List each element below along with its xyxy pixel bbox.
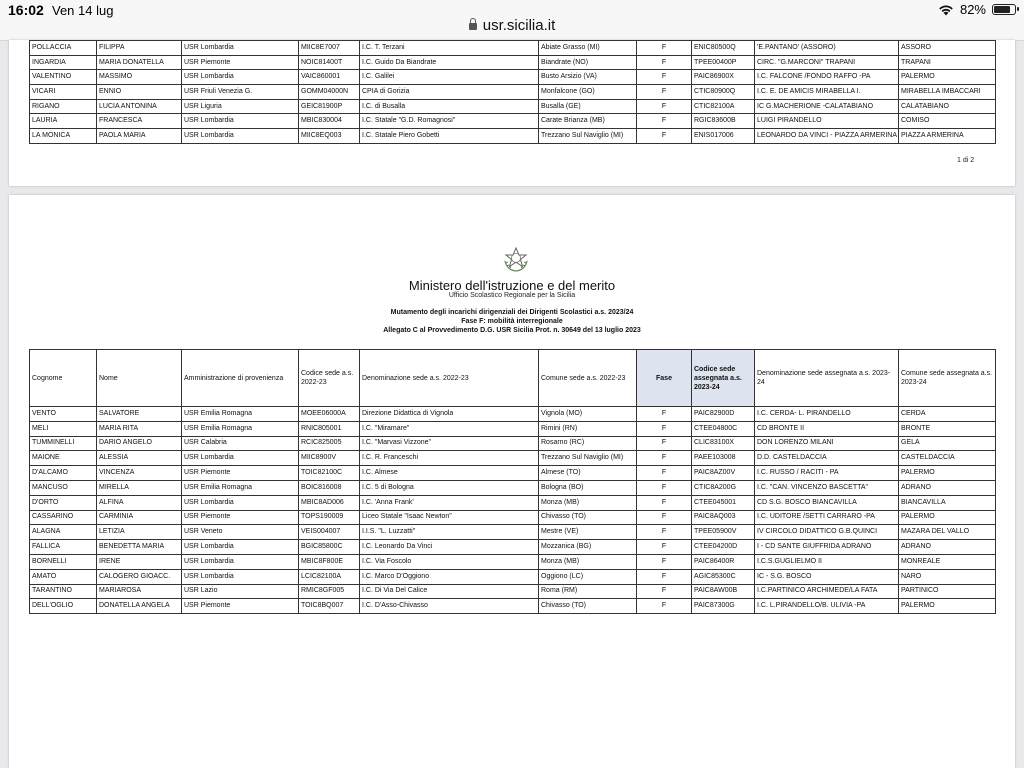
cell-cognome: DELL'OGLIO bbox=[30, 599, 97, 614]
cell-cognome: CASSARINO bbox=[30, 510, 97, 525]
cell-codice-sede: MIIC8900V bbox=[299, 451, 360, 466]
header-codice-sede-assegnata: Codice sede assegnata a.s. 2023-24 bbox=[692, 350, 755, 407]
cell-fase: F bbox=[637, 540, 692, 555]
status-date: Ven 14 lug bbox=[52, 3, 114, 18]
cell-amministrazione: USR Emilia Romagna bbox=[182, 480, 299, 495]
table-row bbox=[30, 525, 996, 540]
cell-cognome: TARANTINO bbox=[30, 584, 97, 599]
cell-codice-sede: VAIC860001 bbox=[299, 70, 360, 85]
cell-nome: CALOGERO GIOACC. bbox=[97, 569, 182, 584]
cell-nome: CARMINIA bbox=[97, 510, 182, 525]
cell-comune-sede: Mestre (VE) bbox=[539, 525, 637, 540]
cell-comune-sede-assegnata: NARO bbox=[899, 569, 996, 584]
table-row bbox=[30, 129, 996, 144]
cell-codice-sede: TOIC82100C bbox=[299, 466, 360, 481]
cell-comune-sede-assegnata: MONREALE bbox=[899, 554, 996, 569]
cell-cognome: TUMMINELLI bbox=[30, 436, 97, 451]
cell-codice-sede: RMIC8GF005 bbox=[299, 584, 360, 599]
table-row bbox=[30, 554, 996, 569]
status-time: 16:02 bbox=[8, 2, 44, 18]
table-row bbox=[30, 114, 996, 129]
url-text: usr.sicilia.it bbox=[482, 17, 556, 34]
cell-nome: DONATELLA ANGELA bbox=[97, 599, 182, 614]
cell-comune-sede-assegnata: GELA bbox=[899, 436, 996, 451]
cell-cognome: MANCUSO bbox=[30, 480, 97, 495]
cell-amministrazione: USR Lombardia bbox=[182, 70, 299, 85]
cell-denominazione-sede-assegnata: I.C.PARTINICO ARCHIMEDE/LA FATA bbox=[755, 584, 899, 599]
cell-fase: F bbox=[637, 525, 692, 540]
table-row bbox=[30, 85, 996, 100]
header-cognome: Cognome bbox=[30, 350, 97, 407]
cell-codice-sede-assegnata: PAIC8AQ003 bbox=[692, 510, 755, 525]
cell-codice-sede-assegnata: PAIC82900D bbox=[692, 407, 755, 422]
cell-amministrazione: USR Lombardia bbox=[182, 129, 299, 144]
cell-cognome: VICARI bbox=[30, 85, 97, 100]
header-codice-sede: Codice sede a.s. 2022-23 bbox=[299, 350, 360, 407]
cell-comune-sede: Bologna (BO) bbox=[539, 480, 637, 495]
cell-codice-sede-assegnata: CTEE045001 bbox=[692, 495, 755, 510]
cell-comune-sede-assegnata: PARTINICO bbox=[899, 584, 996, 599]
cell-fase: F bbox=[637, 41, 692, 56]
cell-fase: F bbox=[637, 584, 692, 599]
office-subtitle: Ufficio Scolastico Regionale per la Sicilia bbox=[448, 292, 576, 299]
cell-comune-sede-assegnata: TRAPANI bbox=[899, 55, 996, 70]
cell-comune-sede: Busto Arsizio (VA) bbox=[539, 70, 637, 85]
table-row bbox=[30, 540, 996, 555]
cell-comune-sede-assegnata: BRONTE bbox=[899, 421, 996, 436]
cell-denominazione-sede: I.C. Statale "G.D. Romagnosi" bbox=[360, 114, 539, 129]
cell-codice-sede: GEIC81900P bbox=[299, 99, 360, 114]
cell-codice-sede-assegnata: CTEE04800C bbox=[692, 421, 755, 436]
cell-cognome: INGARDIA bbox=[30, 55, 97, 70]
cell-denominazione-sede-assegnata: LUIGI PIRANDELLO bbox=[755, 114, 899, 129]
status-right bbox=[938, 2, 1016, 17]
header-comune-sede-assegnata: Comune sede assegnata a.s. 2023-24 bbox=[899, 350, 996, 407]
cell-codice-sede-assegnata: ENIC80500Q bbox=[692, 41, 755, 56]
cell-codice-sede-assegnata: AGIC85300C bbox=[692, 569, 755, 584]
cell-fase: F bbox=[637, 55, 692, 70]
cell-denominazione-sede: I.C. "Marvasi Vizzone" bbox=[360, 436, 539, 451]
cell-fase: F bbox=[637, 407, 692, 422]
cell-amministrazione: USR Emilia Romagna bbox=[182, 421, 299, 436]
cell-cognome: VALENTINO bbox=[30, 70, 97, 85]
cell-denominazione-sede-assegnata: I.C. FALCONE /FONDO RAFFO -PA bbox=[755, 70, 899, 85]
cell-amministrazione: USR Lombardia bbox=[182, 554, 299, 569]
cell-comune-sede: Trezzano Sul Naviglio (MI) bbox=[539, 129, 637, 144]
cell-codice-sede-assegnata: PAIC86400R bbox=[692, 554, 755, 569]
cell-denominazione-sede-assegnata: IV CIRCOLO DIDATTICO G.B.QUINCI bbox=[755, 525, 899, 540]
cell-comune-sede: Oggiono (LC) bbox=[539, 569, 637, 584]
cell-fase: F bbox=[637, 451, 692, 466]
cell-amministrazione: USR Veneto bbox=[182, 525, 299, 540]
cell-denominazione-sede: I.C. Statale Piero Gobetti bbox=[360, 129, 539, 144]
cell-comune-sede-assegnata: ADRANO bbox=[899, 480, 996, 495]
page2-table bbox=[29, 349, 996, 614]
table-row bbox=[30, 99, 996, 114]
cell-comune-sede-assegnata: PALERMO bbox=[899, 466, 996, 481]
cell-comune-sede: Chivasso (TO) bbox=[539, 510, 637, 525]
italian-republic-emblem-icon bbox=[501, 245, 531, 273]
cell-amministrazione: USR Lazio bbox=[182, 584, 299, 599]
cell-cognome: ALAGNA bbox=[30, 525, 97, 540]
cell-denominazione-sede: I.C. Di Via Del Calice bbox=[360, 584, 539, 599]
cell-fase: F bbox=[637, 114, 692, 129]
cell-nome: DARIO ANGELO bbox=[97, 436, 182, 451]
cell-denominazione-sede: Direzione Didattica di Vignola bbox=[360, 407, 539, 422]
cell-comune-sede: Rosarno (RC) bbox=[539, 436, 637, 451]
cell-denominazione-sede: I.C. 'Anna Frank' bbox=[360, 495, 539, 510]
cell-denominazione-sede: I.I.S. "L. Luzzatti" bbox=[360, 525, 539, 540]
cell-denominazione-sede: I.C. Galilei bbox=[360, 70, 539, 85]
cell-fase: F bbox=[637, 129, 692, 144]
cell-comune-sede-assegnata: CASTELDACCIA bbox=[899, 451, 996, 466]
cell-codice-sede: LCIC82100A bbox=[299, 569, 360, 584]
table-row bbox=[30, 70, 996, 85]
cell-codice-sede-assegnata: CTIC82100A bbox=[692, 99, 755, 114]
doc-heading-2: Fase F: mobilità interregionale bbox=[461, 318, 563, 325]
cell-denominazione-sede: I.C. T. Terzani bbox=[360, 41, 539, 56]
cell-amministrazione: USR Lombardia bbox=[182, 114, 299, 129]
cell-fase: F bbox=[637, 554, 692, 569]
header-comune-sede: Comune sede a.s. 2022-23 bbox=[539, 350, 637, 407]
cell-nome: MIRELLA bbox=[97, 480, 182, 495]
cell-codice-sede-assegnata: PAEE103008 bbox=[692, 451, 755, 466]
cell-amministrazione: USR Piemonte bbox=[182, 599, 299, 614]
cell-codice-sede: TOIC8BQ007 bbox=[299, 599, 360, 614]
cell-denominazione-sede-assegnata: I.C. RUSSO / RACITI - PA bbox=[755, 466, 899, 481]
cell-denominazione-sede-assegnata: I - CD SANTE GIUFFRIDA ADRANO bbox=[755, 540, 899, 555]
cell-cognome: AMATO bbox=[30, 569, 97, 584]
cell-denominazione-sede-assegnata: CD S.G. BOSCO BIANCAVILLA bbox=[755, 495, 899, 510]
cell-codice-sede-assegnata: PAIC87300G bbox=[692, 599, 755, 614]
cell-denominazione-sede-assegnata: CIRC. "G.MARCONI" TRAPANI bbox=[755, 55, 899, 70]
cell-comune-sede: Mozzanica (BG) bbox=[539, 540, 637, 555]
cell-amministrazione: USR Piemonte bbox=[182, 55, 299, 70]
cell-comune-sede-assegnata: PALERMO bbox=[899, 599, 996, 614]
page1-table bbox=[29, 40, 996, 144]
cell-amministrazione: USR Lombardia bbox=[182, 569, 299, 584]
cell-cognome: LAURIA bbox=[30, 114, 97, 129]
cell-comune-sede: Vignola (MO) bbox=[539, 407, 637, 422]
table-row bbox=[30, 480, 996, 495]
cell-codice-sede-assegnata: TPEE00400P bbox=[692, 55, 755, 70]
table-header-row bbox=[30, 350, 996, 407]
cell-amministrazione: USR Calabria bbox=[182, 436, 299, 451]
cell-denominazione-sede: I.C. "Miramare" bbox=[360, 421, 539, 436]
cell-codice-sede: VEIS004007 bbox=[299, 525, 360, 540]
cell-codice-sede: NOIC81400T bbox=[299, 55, 360, 70]
cell-fase: F bbox=[637, 466, 692, 481]
ministry-title: Ministero dell'istruzione e del merito bbox=[408, 278, 616, 293]
cell-comune-sede: Monfalcone (GO) bbox=[539, 85, 637, 100]
cell-amministrazione: USR Liguria bbox=[182, 99, 299, 114]
cell-nome: FILIPPA bbox=[97, 41, 182, 56]
cell-denominazione-sede-assegnata: I.C. "CAN. VINCENZO BASCETTA" bbox=[755, 480, 899, 495]
cell-comune-sede: Abiate Grasso (MI) bbox=[539, 41, 637, 56]
cell-fase: F bbox=[637, 421, 692, 436]
cell-codice-sede: MBIC8F800E bbox=[299, 554, 360, 569]
address-bar[interactable] bbox=[0, 17, 1024, 34]
cell-comune-sede-assegnata: PALERMO bbox=[899, 510, 996, 525]
cell-fase: F bbox=[637, 495, 692, 510]
table-row bbox=[30, 451, 996, 466]
cell-denominazione-sede: I.C. Via Foscolo bbox=[360, 554, 539, 569]
cell-nome: ALESSIA bbox=[97, 451, 182, 466]
cell-comune-sede-assegnata: CALATABIANO bbox=[899, 99, 996, 114]
lock-icon bbox=[469, 23, 477, 30]
cell-codice-sede: BOIC816008 bbox=[299, 480, 360, 495]
battery-percent: 82% bbox=[959, 2, 986, 17]
cell-cognome: VENTO bbox=[30, 407, 97, 422]
cell-codice-sede-assegnata: CTIC80900Q bbox=[692, 85, 755, 100]
cell-codice-sede: RCIC825005 bbox=[299, 436, 360, 451]
cell-amministrazione: USR Lombardia bbox=[182, 495, 299, 510]
cell-comune-sede: Monza (MB) bbox=[539, 554, 637, 569]
cell-denominazione-sede: I.C. Leonardo Da Vinci bbox=[360, 540, 539, 555]
cell-comune-sede-assegnata: BIANCAVILLA bbox=[899, 495, 996, 510]
cell-nome: MARIA RITA bbox=[97, 421, 182, 436]
table-row bbox=[30, 466, 996, 481]
doc-heading-3: Allegato C al Provvedimento D.G. USR Sicilia Prot. n. 30649 del 13 luglio 2023 bbox=[383, 327, 641, 334]
cell-denominazione-sede: I.C. Guido Da Biandrate bbox=[360, 55, 539, 70]
table-row bbox=[30, 599, 996, 614]
cell-denominazione-sede: Liceo Statale "Isaac Newton" bbox=[360, 510, 539, 525]
cell-comune-sede: Trezzano Sul Naviglio (MI) bbox=[539, 451, 637, 466]
cell-denominazione-sede-assegnata: CD BRONTE II bbox=[755, 421, 899, 436]
cell-codice-sede: TOPS190009 bbox=[299, 510, 360, 525]
cell-codice-sede: RNIC805001 bbox=[299, 421, 360, 436]
cell-denominazione-sede-assegnata: DON LORENZO MILANI bbox=[755, 436, 899, 451]
cell-codice-sede: GOMM04000N bbox=[299, 85, 360, 100]
cell-comune-sede: Carate Brianza (MB) bbox=[539, 114, 637, 129]
header-denominazione-sede: Denominazione sede a.s. 2022-23 bbox=[360, 350, 539, 407]
pdf-page-2 bbox=[9, 195, 1015, 768]
cell-denominazione-sede-assegnata: I.C. UDITORE /SETTI CARRARO -PA bbox=[755, 510, 899, 525]
cell-amministrazione: USR Friuli Venezia G. bbox=[182, 85, 299, 100]
cell-comune-sede: Chivasso (TO) bbox=[539, 599, 637, 614]
cell-codice-sede-assegnata: PAIC8AW00B bbox=[692, 584, 755, 599]
cell-codice-sede-assegnata: CTIC8A200G bbox=[692, 480, 755, 495]
cell-comune-sede-assegnata: CERDA bbox=[899, 407, 996, 422]
cell-nome: BENEDETTA MARIA bbox=[97, 540, 182, 555]
cell-codice-sede-assegnata: ENIS017006 bbox=[692, 129, 755, 144]
cell-denominazione-sede-assegnata: 'E.PANTANO' (ASSORO) bbox=[755, 41, 899, 56]
cell-codice-sede: MBIC830004 bbox=[299, 114, 360, 129]
cell-comune-sede: Monza (MB) bbox=[539, 495, 637, 510]
table-row bbox=[30, 510, 996, 525]
cell-comune-sede: Rimini (RN) bbox=[539, 421, 637, 436]
cell-denominazione-sede: CPIA di Gorizia bbox=[360, 85, 539, 100]
cell-comune-sede: Roma (RM) bbox=[539, 584, 637, 599]
cell-fase: F bbox=[637, 510, 692, 525]
cell-comune-sede: Biandrate (NO) bbox=[539, 55, 637, 70]
cell-denominazione-sede: I.C. R. Franceschi bbox=[360, 451, 539, 466]
cell-codice-sede-assegnata: PAIC8AZ00V bbox=[692, 466, 755, 481]
cell-fase: F bbox=[637, 569, 692, 584]
table-row bbox=[30, 584, 996, 599]
cell-comune-sede-assegnata: ASSORO bbox=[899, 41, 996, 56]
cell-nome: PAOLA MARIA bbox=[97, 129, 182, 144]
table-row bbox=[30, 421, 996, 436]
cell-cognome: D'ORTO bbox=[30, 495, 97, 510]
cell-amministrazione: USR Piemonte bbox=[182, 466, 299, 481]
cell-codice-sede-assegnata: TPEE05900V bbox=[692, 525, 755, 540]
battery-icon bbox=[992, 4, 1016, 15]
cell-codice-sede: MOEE06000A bbox=[299, 407, 360, 422]
cell-cognome: LA MONICA bbox=[30, 129, 97, 144]
cell-fase: F bbox=[637, 70, 692, 85]
cell-fase: F bbox=[637, 599, 692, 614]
cell-comune-sede-assegnata: MIRABELLA IMBACCARI bbox=[899, 85, 996, 100]
cell-comune-sede-assegnata: PIAZZA ARMERINA bbox=[899, 129, 996, 144]
cell-fase: F bbox=[637, 480, 692, 495]
cell-comune-sede-assegnata: ADRANO bbox=[899, 540, 996, 555]
header-nome: Nome bbox=[97, 350, 182, 407]
cell-denominazione-sede: I.C. D'Asso-Chivasso bbox=[360, 599, 539, 614]
cell-denominazione-sede-assegnata: IC G.MACHERIONE -CALATABIANO bbox=[755, 99, 899, 114]
cell-codice-sede: BGIC85800C bbox=[299, 540, 360, 555]
cell-codice-sede-assegnata: RGIC83600B bbox=[692, 114, 755, 129]
cell-nome: MASSIMO bbox=[97, 70, 182, 85]
cell-codice-sede: MBIC8AD006 bbox=[299, 495, 360, 510]
cell-fase: F bbox=[637, 85, 692, 100]
cell-nome: MARIAROSA bbox=[97, 584, 182, 599]
cell-denominazione-sede-assegnata: I.C.S.GUGLIELMO II bbox=[755, 554, 899, 569]
cell-cognome: BORNELLI bbox=[30, 554, 97, 569]
cell-comune-sede-assegnata: PALERMO bbox=[899, 70, 996, 85]
cell-denominazione-sede: I.C. di Busalla bbox=[360, 99, 539, 114]
pdf-page-1 bbox=[9, 40, 1015, 186]
cell-nome: LUCIA ANTONINA bbox=[97, 99, 182, 114]
cell-comune-sede-assegnata: COMISO bbox=[899, 114, 996, 129]
cell-codice-sede: MIIC8E7007 bbox=[299, 41, 360, 56]
cell-codice-sede-assegnata: CTEE04200D bbox=[692, 540, 755, 555]
cell-denominazione-sede: I.C. Almese bbox=[360, 466, 539, 481]
cell-cognome: D'ALCAMO bbox=[30, 466, 97, 481]
cell-fase: F bbox=[637, 436, 692, 451]
table-row bbox=[30, 41, 996, 56]
cell-comune-sede: Busalla (GE) bbox=[539, 99, 637, 114]
table-row bbox=[30, 495, 996, 510]
cell-denominazione-sede-assegnata: I.C. L.PIRANDELLO/B. ULIVIA -PA bbox=[755, 599, 899, 614]
cell-denominazione-sede: I.C. 5 di Bologna bbox=[360, 480, 539, 495]
cell-denominazione-sede-assegnata: D.D. CASTELDACCIA bbox=[755, 451, 899, 466]
cell-nome: MARIA DONATELLA bbox=[97, 55, 182, 70]
doc-heading-1: Mutamento degli incarichi dirigenziali dei Dirigenti Scolastici a.s. 2023/24 bbox=[390, 309, 634, 316]
cell-cognome: FALLICA bbox=[30, 540, 97, 555]
cell-amministrazione: USR Lombardia bbox=[182, 451, 299, 466]
page-number: 1 di 2 bbox=[957, 157, 975, 164]
cell-comune-sede: Almese (TO) bbox=[539, 466, 637, 481]
cell-nome: ALFINA bbox=[97, 495, 182, 510]
table-row bbox=[30, 55, 996, 70]
cell-denominazione-sede-assegnata: IC - S.G. BOSCO bbox=[755, 569, 899, 584]
cell-nome: SALVATORE bbox=[97, 407, 182, 422]
wifi-icon bbox=[938, 4, 954, 16]
table-row bbox=[30, 569, 996, 584]
header-amministrazione: Amministrazione di provenienza bbox=[182, 350, 299, 407]
ios-status-bar bbox=[0, 0, 1024, 41]
cell-cognome: MAIONE bbox=[30, 451, 97, 466]
cell-nome: ENNIO bbox=[97, 85, 182, 100]
table-row bbox=[30, 407, 996, 422]
cell-nome: VINCENZA bbox=[97, 466, 182, 481]
cell-amministrazione: USR Lombardia bbox=[182, 540, 299, 555]
cell-denominazione-sede-assegnata: I.C. E. DE AMICIS MIRABELLA I. bbox=[755, 85, 899, 100]
cell-nome: IRENE bbox=[97, 554, 182, 569]
cell-codice-sede-assegnata: PAIC86900X bbox=[692, 70, 755, 85]
cell-comune-sede-assegnata: MAZARA DEL VALLO bbox=[899, 525, 996, 540]
cell-amministrazione: USR Emilia Romagna bbox=[182, 407, 299, 422]
header-denominazione-sede-assegnata: Denominazione sede assegnata a.s. 2023-24 bbox=[755, 350, 899, 407]
cell-amministrazione: USR Lombardia bbox=[182, 41, 299, 56]
cell-denominazione-sede-assegnata: LEONARDO DA VINCI - PIAZZA ARMERINA bbox=[755, 129, 899, 144]
header-fase: Fase bbox=[637, 350, 692, 407]
cell-denominazione-sede-assegnata: I.C. CERDA- L. PIRANDELLO bbox=[755, 407, 899, 422]
cell-cognome: RIGANO bbox=[30, 99, 97, 114]
cell-codice-sede-assegnata: CLIC83100X bbox=[692, 436, 755, 451]
cell-fase: F bbox=[637, 99, 692, 114]
cell-nome: FRANCESCA bbox=[97, 114, 182, 129]
table-row bbox=[30, 436, 996, 451]
cell-cognome: POLLACCIA bbox=[30, 41, 97, 56]
cell-nome: LETIZIA bbox=[97, 525, 182, 540]
cell-denominazione-sede: I.C. Marco D'Oggiono bbox=[360, 569, 539, 584]
cell-amministrazione: USR Piemonte bbox=[182, 510, 299, 525]
cell-codice-sede: MIIC8EQ003 bbox=[299, 129, 360, 144]
cell-cognome: MELI bbox=[30, 421, 97, 436]
